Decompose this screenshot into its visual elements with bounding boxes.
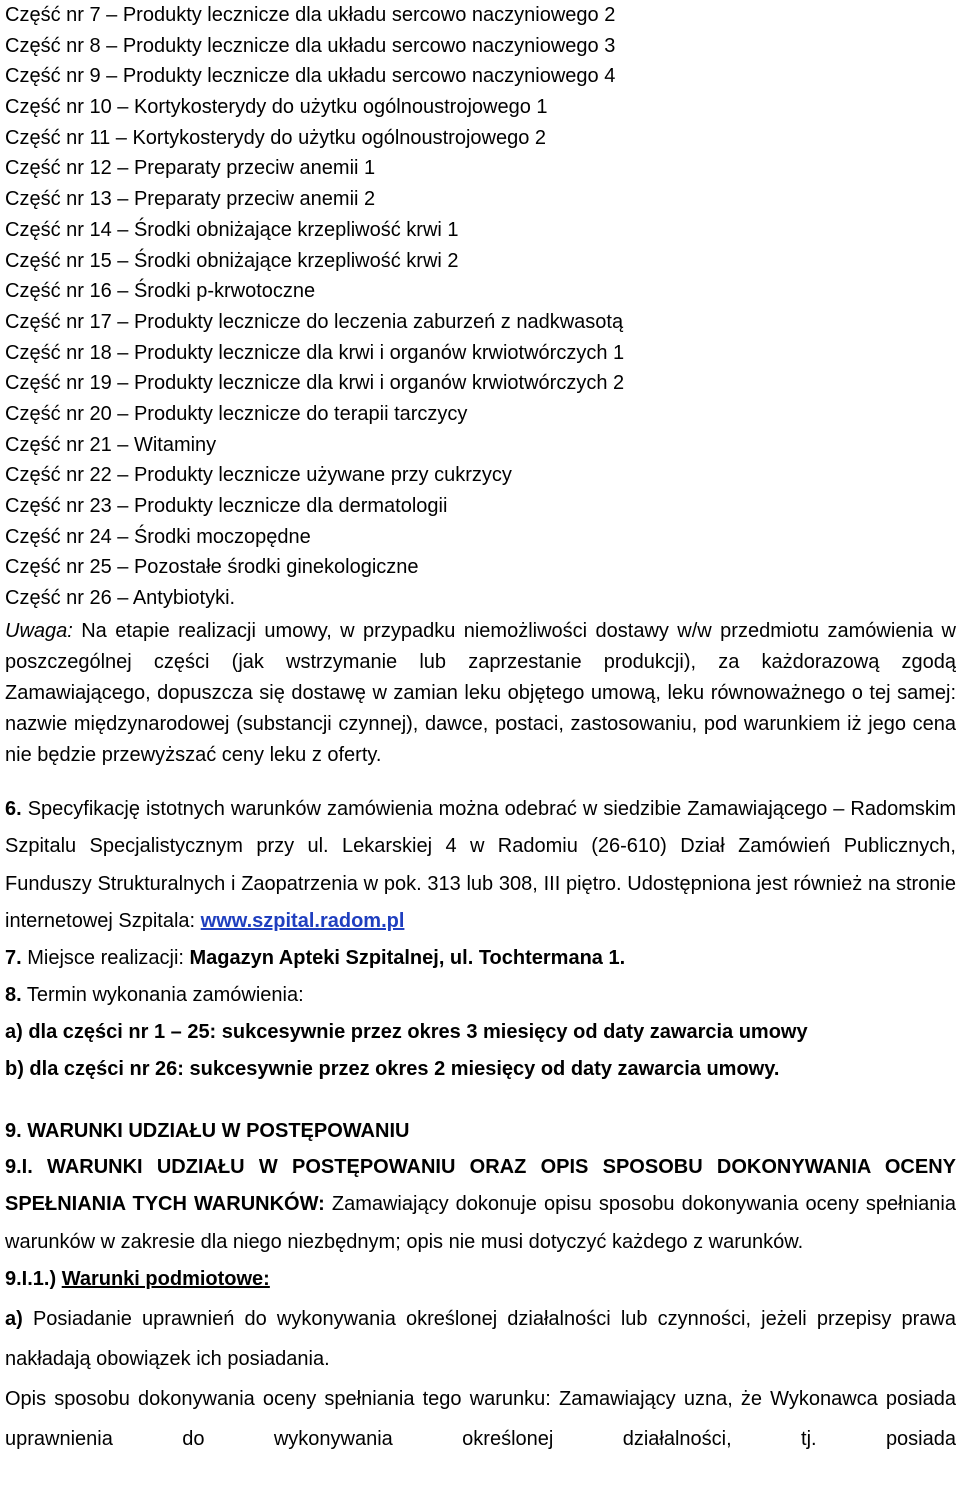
section-8-item-b: b) dla części nr 26: sukcesywnie przez okres 2 miesięcy od daty zawarcia umowy. [5, 1058, 780, 1081]
note-paragraph [5, 616, 956, 771]
part-item: Część nr 14 – Środki obniżające krzepliwość krwi 1 [5, 218, 459, 241]
section-9-1-1 [5, 1261, 956, 1299]
parts-list [5, 0, 956, 614]
document-page [5, 0, 956, 1459]
section-6 [5, 791, 956, 941]
part-item: Część nr 23 – Produkty lecznicze dla dermatologii [5, 495, 448, 517]
section-9-1-text: Zamawiający dokonuje opisu sposobu dokonywania oceny spełniania warunków w zakresie dla niego niezbędnym; opis nie musi dotyczyć każdego z warunków. [5, 1193, 956, 1253]
note-text: Na etapie realizacji umowy, w przypadku niemożliwości dostawy w/w przedmiotu zamówienia w poszczególnej części (jak wstrzymanie lub zaprzestanie produkcji), za każdorazową zgodą Zamawiającego, dopuszcza się dostawę w zamian leku objętego umową, leku równoważnego o tej samej: nazwie międzynarodowej (substancji czynnej), dawce, postaci, zastosowaniu, pod warunkiem iż jego cena nie będzie przewyższać ceny leku z oferty. [5, 619, 956, 766]
condition-a [5, 1299, 956, 1379]
part-item: Część nr 22 – Produkty lecznicze używane przy cukrzycy [5, 464, 512, 487]
section-9-1-heading: 9.I. WARUNKI UDZIAŁU W POSTĘPOWANIU ORAZ OPIS SPOSOBU DOKONYWANIA OCENY SPEŁNIANIA TYCH WARUNKÓW: [5, 1155, 956, 1216]
section-7-value: Magazyn Apteki Szpitalnej, ul. Tochtermana 1. [189, 946, 626, 969]
assessment-paragraph: Opis sposobu dokonywania oceny spełniania tego warunku: Zamawiający uzna, że Wykonawca posiada uprawnienia do wykonywania określonej działalności, tj. posiada [5, 1387, 956, 1450]
part-item: Część nr 21 – Witaminy [5, 433, 217, 456]
part-item: Część nr 7 – Produkty lecznicze dla układu sercowo naczyniowego 2 [5, 4, 616, 26]
part-item: Część nr 8 – Produkty lecznicze dla układu sercowo naczyniowego 3 [5, 34, 616, 57]
part-item: Część nr 24 – Środki moczopędne [5, 525, 311, 548]
section-9-1 [5, 1149, 956, 1262]
part-item: Część nr 16 – Środki p-krwotoczne [5, 280, 316, 303]
hospital-website-link[interactable]: www.szpital.radom.pl [200, 910, 405, 933]
section-7-number: 7. [5, 946, 22, 969]
section-6-text: Specyfikację istotnych warunków zamówienia można odebrać w siedzibie Zamawiającego – Radomskim Szpitalu Specjalistycznym przy ul. Lekarskiej 4 w Radomiu (26-610) Dział Zamówień Publicznych, Funduszy Strukturalnych i Zaopatrzenia w pok. 313 lub 308, III piętro. Udostępniona jest również na stronie internetowej Szpitala: [5, 797, 956, 933]
part-item: Część nr 13 – Preparaty przeciw anemii 2 [5, 188, 376, 211]
condition-a-text: Posiadanie uprawnień do wykonywania określonej działalności lub czynności, jeżeli przepisy prawa nakładają obowiązek ich posiadania. [5, 1307, 956, 1370]
section-8-item-a: a) dla części nr 1 – 25: sukcesywnie przez okres 3 miesięcy od daty zawarcia umowy [5, 1020, 808, 1043]
part-item: Część nr 19 – Produkty lecznicze dla krwi i organów krwiotwórczych 2 [5, 372, 625, 395]
part-item: Część nr 9 – Produkty lecznicze dla układu sercowo naczyniowego 4 [5, 65, 616, 88]
section-9-heading: 9. WARUNKI UDZIAŁU W POSTĘPOWANIU [5, 1119, 410, 1142]
part-item: Część nr 11 – Kortykosterydy do użytku ogólnoustrojowego 2 [5, 126, 547, 149]
section-7 [5, 941, 956, 977]
section-9-1-1-number: 9.I.1.) [5, 1268, 57, 1291]
section-8-number: 8. [5, 984, 22, 1007]
section-6-number: 6. [5, 797, 22, 820]
note-label: Uwaga: [5, 619, 73, 642]
condition-a-label: a) [5, 1307, 23, 1330]
part-item: Część nr 26 – Antybiotyki. [5, 587, 236, 610]
section-7-label: Miejsce realizacji: [21, 946, 190, 969]
part-item: Część nr 20 – Produkty lecznicze do terapii tarczycy [5, 402, 468, 425]
section-8 [5, 978, 956, 1014]
part-item: Część nr 18 – Produkty lecznicze dla krwi i organów krwiotwórczych 1 [5, 341, 625, 364]
part-item: Część nr 15 – Środki obniżające krzepliwość krwi 2 [5, 249, 459, 272]
part-item: Część nr 12 – Preparaty przeciw anemii 1 [5, 157, 376, 180]
part-item: Część nr 25 – Pozostałe środki ginekologiczne [5, 556, 419, 579]
section-9-1-1-title: Warunki podmiotowe: [61, 1268, 270, 1291]
part-item: Część nr 10 – Kortykosterydy do użytku ogólnoustrojowego 1 [5, 96, 548, 119]
part-item: Część nr 17 – Produkty lecznicze do leczenia zaburzeń z nadkwasotą [5, 310, 624, 333]
section-8-label: Termin wykonania zamówienia: [21, 984, 304, 1007]
